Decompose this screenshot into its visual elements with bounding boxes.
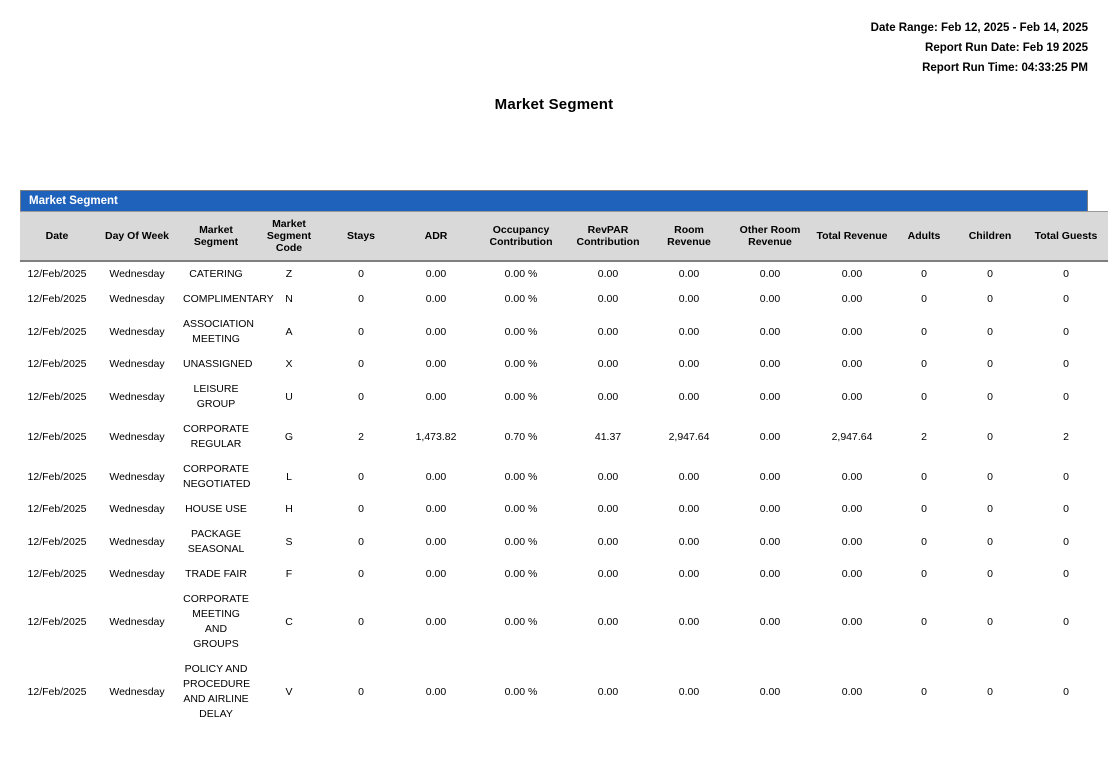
cell-adr: 0.00 xyxy=(425,503,447,515)
cell-total-guests: 0 xyxy=(1063,615,1069,628)
cell-room-revenue: 0.00 xyxy=(678,615,700,628)
cell-market-segment-code: N xyxy=(285,293,293,305)
table-row xyxy=(20,562,1108,587)
cell-stays: 0 xyxy=(358,615,364,628)
cell-total-guests: 0 xyxy=(1063,325,1069,338)
cell-adr: 0.00 xyxy=(425,685,447,698)
cell-stays: 0 xyxy=(358,503,364,515)
cell-revpar-contribution: 0.00 xyxy=(597,325,619,338)
table-row xyxy=(20,587,1108,657)
cell-market-segment-code: V xyxy=(285,685,293,698)
cell-day-of-week: Wednesday xyxy=(109,390,165,403)
cell-stays: 0 xyxy=(358,568,364,580)
cell-market-segment-code: U xyxy=(285,390,293,403)
cell-adults: 0 xyxy=(921,503,927,515)
cell-adults: 0 xyxy=(921,390,927,403)
cell-stays: 0 xyxy=(358,470,364,483)
cell-room-revenue: 0.00 xyxy=(678,503,700,515)
cell-adults: 0 xyxy=(921,470,927,483)
cell-revpar-contribution: 0.00 xyxy=(597,470,619,483)
cell-total-revenue: 2,947.64 xyxy=(831,430,873,443)
cell-total-revenue: 0.00 xyxy=(841,470,863,483)
cell-date: 12/Feb/2025 xyxy=(27,293,87,305)
cell-adr: 0.00 xyxy=(425,268,447,280)
cell-occupancy-contribution: 0.70 % xyxy=(504,430,538,443)
cell-children: 0 xyxy=(987,390,993,403)
cell-occupancy-contribution: 0.00 % xyxy=(504,685,538,698)
cell-room-revenue: 0.00 xyxy=(678,685,700,698)
cell-market-segment-code: C xyxy=(285,615,293,628)
cell-date: 12/Feb/2025 xyxy=(27,535,87,548)
cell-market-segment: UNASSIGNED xyxy=(183,358,253,370)
cell-total-revenue: 0.00 xyxy=(841,685,863,698)
cell-market-segment: COMPLIMENTARY xyxy=(183,293,274,305)
cell-market-segment: POLICY AND PROCEDURE AND AIRLINE DELAY xyxy=(183,663,251,720)
cell-revpar-contribution: 0.00 xyxy=(597,268,619,280)
column-header-stays: Stays xyxy=(326,212,396,262)
cell-stays: 0 xyxy=(358,685,364,698)
cell-total-guests: 0 xyxy=(1063,568,1069,580)
cell-total-guests: 0 xyxy=(1063,470,1069,483)
cell-day-of-week: Wednesday xyxy=(109,470,165,483)
table-row xyxy=(20,287,1108,312)
cell-adults: 0 xyxy=(921,535,927,548)
cell-total-revenue: 0.00 xyxy=(841,293,863,305)
cell-children: 0 xyxy=(987,568,993,580)
cell-other-room-revenue: 0.00 xyxy=(759,568,781,580)
cell-revpar-contribution: 0.00 xyxy=(597,568,619,580)
cell-occupancy-contribution: 0.00 % xyxy=(504,470,538,483)
cell-room-revenue: 0.00 xyxy=(678,268,700,280)
cell-date: 12/Feb/2025 xyxy=(27,390,87,403)
cell-total-revenue: 0.00 xyxy=(841,615,863,628)
cell-date: 12/Feb/2025 xyxy=(27,358,87,370)
cell-market-segment-code: X xyxy=(285,358,293,370)
cell-revpar-contribution: 0.00 xyxy=(597,293,619,305)
cell-occupancy-contribution: 0.00 % xyxy=(504,568,538,580)
cell-room-revenue: 0.00 xyxy=(678,293,700,305)
cell-total-guests: 0 xyxy=(1063,293,1069,305)
cell-other-room-revenue: 0.00 xyxy=(759,430,781,443)
cell-total-revenue: 0.00 xyxy=(841,535,863,548)
cell-room-revenue: 0.00 xyxy=(678,358,700,370)
cell-day-of-week: Wednesday xyxy=(109,615,165,628)
cell-day-of-week: Wednesday xyxy=(109,685,165,698)
cell-adr: 0.00 xyxy=(425,325,447,338)
column-header-adults: Adults xyxy=(892,212,956,262)
cell-occupancy-contribution: 0.00 % xyxy=(504,268,538,280)
cell-adr: 0.00 xyxy=(425,568,447,580)
cell-adr: 0.00 xyxy=(425,358,447,370)
cell-total-guests: 0 xyxy=(1063,503,1069,515)
column-header-revpar-contribution: RevPAR Contribution xyxy=(566,212,650,262)
cell-adr: 1,473.82 xyxy=(415,430,457,443)
cell-total-guests: 0 xyxy=(1063,535,1069,548)
cell-market-segment-code: Z xyxy=(285,268,293,280)
cell-occupancy-contribution: 0.00 % xyxy=(504,358,538,370)
cell-market-segment-code: H xyxy=(285,503,293,515)
cell-stays: 2 xyxy=(358,430,364,443)
cell-children: 0 xyxy=(987,685,993,698)
cell-children: 0 xyxy=(987,615,993,628)
cell-adults: 0 xyxy=(921,325,927,338)
cell-other-room-revenue: 0.00 xyxy=(759,293,781,305)
cell-day-of-week: Wednesday xyxy=(109,430,165,443)
column-header-date: Date xyxy=(20,212,94,262)
cell-date: 12/Feb/2025 xyxy=(27,325,87,338)
cell-stays: 0 xyxy=(358,390,364,403)
column-header-total-guests: Total Guests xyxy=(1024,212,1108,262)
cell-total-guests: 0 xyxy=(1063,685,1069,698)
cell-revpar-contribution: 0.00 xyxy=(597,535,619,548)
cell-date: 12/Feb/2025 xyxy=(27,615,87,628)
cell-revpar-contribution: 0.00 xyxy=(597,685,619,698)
cell-revpar-contribution: 0.00 xyxy=(597,615,619,628)
cell-room-revenue: 0.00 xyxy=(678,470,700,483)
cell-other-room-revenue: 0.00 xyxy=(759,358,781,370)
cell-room-revenue: 0.00 xyxy=(678,325,700,338)
table-row xyxy=(20,377,1108,417)
cell-total-revenue: 0.00 xyxy=(841,358,863,370)
column-header-market-segment: Market Segment xyxy=(180,212,252,262)
cell-day-of-week: Wednesday xyxy=(109,325,165,338)
cell-day-of-week: Wednesday xyxy=(109,503,165,515)
cell-adults: 0 xyxy=(921,293,927,305)
cell-revpar-contribution: 0.00 xyxy=(597,390,619,403)
cell-revpar-contribution: 0.00 xyxy=(597,503,619,515)
table-row xyxy=(20,261,1108,287)
cell-total-guests: 0 xyxy=(1063,390,1069,403)
cell-children: 0 xyxy=(987,293,993,305)
cell-adults: 0 xyxy=(921,268,927,280)
cell-market-segment: ASSOCIATION MEETING xyxy=(183,318,254,345)
cell-children: 0 xyxy=(987,325,993,338)
cell-stays: 0 xyxy=(358,293,364,305)
cell-total-revenue: 0.00 xyxy=(841,568,863,580)
cell-adr: 0.00 xyxy=(425,470,447,483)
table-header-row xyxy=(20,212,1108,262)
cell-day-of-week: Wednesday xyxy=(109,268,165,280)
cell-total-guests: 0 xyxy=(1063,358,1069,370)
column-header-total-revenue: Total Revenue xyxy=(812,212,892,262)
cell-children: 0 xyxy=(987,503,993,515)
cell-day-of-week: Wednesday xyxy=(109,358,165,370)
cell-market-segment: CORPORATE MEETING AND GROUPS xyxy=(183,593,249,650)
cell-adults: 0 xyxy=(921,358,927,370)
column-header-occupancy-contribution: Occupancy Contribution xyxy=(476,212,566,262)
cell-stays: 0 xyxy=(358,535,364,548)
cell-date: 12/Feb/2025 xyxy=(27,568,87,580)
cell-adults: 0 xyxy=(921,615,927,628)
report-meta xyxy=(871,18,1088,78)
cell-adr: 0.00 xyxy=(425,293,447,305)
cell-adr: 0.00 xyxy=(425,390,447,403)
cell-occupancy-contribution: 0.00 % xyxy=(504,325,538,338)
cell-adults: 0 xyxy=(921,568,927,580)
date-range-text: Date Range: Feb 12, 2025 - Feb 14, 2025 xyxy=(870,22,1088,34)
cell-room-revenue: 0.00 xyxy=(678,568,700,580)
cell-market-segment: CORPORATE REGULAR xyxy=(183,423,249,450)
market-segment-table-container xyxy=(20,190,1098,727)
cell-market-segment: PACKAGE SEASONAL xyxy=(187,528,245,555)
cell-market-segment: CORPORATE NEGOTIATED xyxy=(183,463,251,490)
column-header-day-of-week: Day Of Week xyxy=(94,212,180,262)
cell-market-segment-code: L xyxy=(286,470,292,483)
cell-date: 12/Feb/2025 xyxy=(27,430,87,443)
cell-children: 0 xyxy=(987,470,993,483)
cell-market-segment-code: A xyxy=(285,325,293,338)
cell-other-room-revenue: 0.00 xyxy=(759,268,781,280)
cell-total-revenue: 0.00 xyxy=(841,390,863,403)
cell-other-room-revenue: 0.00 xyxy=(759,535,781,548)
table-band-label: Market Segment xyxy=(20,190,1088,211)
cell-stays: 0 xyxy=(358,358,364,370)
table-row xyxy=(20,657,1108,727)
table-row xyxy=(20,352,1108,377)
table-body xyxy=(20,261,1108,727)
cell-other-room-revenue: 0.00 xyxy=(759,390,781,403)
cell-total-revenue: 0.00 xyxy=(841,325,863,338)
column-header-other-room-revenue: Other Room Revenue xyxy=(728,212,812,262)
cell-other-room-revenue: 0.00 xyxy=(759,615,781,628)
cell-occupancy-contribution: 0.00 % xyxy=(504,535,538,548)
cell-total-guests: 2 xyxy=(1063,430,1069,443)
table-row xyxy=(20,417,1108,457)
cell-other-room-revenue: 0.00 xyxy=(759,503,781,515)
column-header-room-revenue: Room Revenue xyxy=(650,212,728,262)
table-row xyxy=(20,312,1108,352)
cell-date: 12/Feb/2025 xyxy=(27,268,87,280)
cell-market-segment-code: G xyxy=(284,430,294,443)
cell-room-revenue: 0.00 xyxy=(678,390,700,403)
cell-day-of-week: Wednesday xyxy=(109,293,165,305)
cell-occupancy-contribution: 0.00 % xyxy=(504,293,538,305)
cell-stays: 0 xyxy=(358,325,364,338)
cell-market-segment-code: S xyxy=(285,535,293,548)
cell-market-segment: HOUSE USE xyxy=(185,503,247,515)
cell-children: 0 xyxy=(987,268,993,280)
cell-day-of-week: Wednesday xyxy=(109,535,165,548)
page-title: Market Segment xyxy=(494,96,614,113)
cell-date: 12/Feb/2025 xyxy=(27,685,87,698)
cell-market-segment: TRADE FAIR xyxy=(185,568,247,580)
cell-total-guests: 0 xyxy=(1063,268,1069,280)
report-run-time-text: Report Run Time: 04:33:25 PM xyxy=(922,62,1088,74)
cell-market-segment: CATERING xyxy=(189,268,243,280)
cell-other-room-revenue: 0.00 xyxy=(759,470,781,483)
column-header-adr: ADR xyxy=(396,212,476,262)
cell-adults: 2 xyxy=(921,430,927,443)
cell-market-segment-code: F xyxy=(285,568,293,580)
cell-revpar-contribution: 0.00 xyxy=(597,358,619,370)
cell-occupancy-contribution: 0.00 % xyxy=(504,615,538,628)
table-row xyxy=(20,497,1108,522)
cell-occupancy-contribution: 0.00 % xyxy=(504,390,538,403)
cell-adults: 0 xyxy=(921,685,927,698)
cell-day-of-week: Wednesday xyxy=(109,568,165,580)
cell-adr: 0.00 xyxy=(425,615,447,628)
cell-adr: 0.00 xyxy=(425,535,447,548)
cell-date: 12/Feb/2025 xyxy=(27,503,87,515)
cell-total-revenue: 0.00 xyxy=(841,503,863,515)
cell-total-revenue: 0.00 xyxy=(841,268,863,280)
column-header-market-segment-code: Market Segment Code xyxy=(252,212,326,262)
table-row xyxy=(20,457,1108,497)
cell-occupancy-contribution: 0.00 % xyxy=(504,503,538,515)
cell-room-revenue: 0.00 xyxy=(678,535,700,548)
cell-market-segment: LEISURE GROUP xyxy=(193,383,239,410)
cell-children: 0 xyxy=(987,358,993,370)
report-run-date-text: Report Run Date: Feb 19 2025 xyxy=(925,42,1088,54)
column-header-children: Children xyxy=(956,212,1024,262)
cell-other-room-revenue: 0.00 xyxy=(759,685,781,698)
cell-room-revenue: 2,947.64 xyxy=(668,430,710,443)
cell-children: 0 xyxy=(987,535,993,548)
cell-other-room-revenue: 0.00 xyxy=(759,325,781,338)
table-row xyxy=(20,522,1108,562)
market-segment-table xyxy=(20,211,1108,727)
cell-children: 0 xyxy=(987,430,993,443)
cell-stays: 0 xyxy=(358,268,364,280)
cell-revpar-contribution: 41.37 xyxy=(594,430,622,443)
cell-date: 12/Feb/2025 xyxy=(27,470,87,483)
